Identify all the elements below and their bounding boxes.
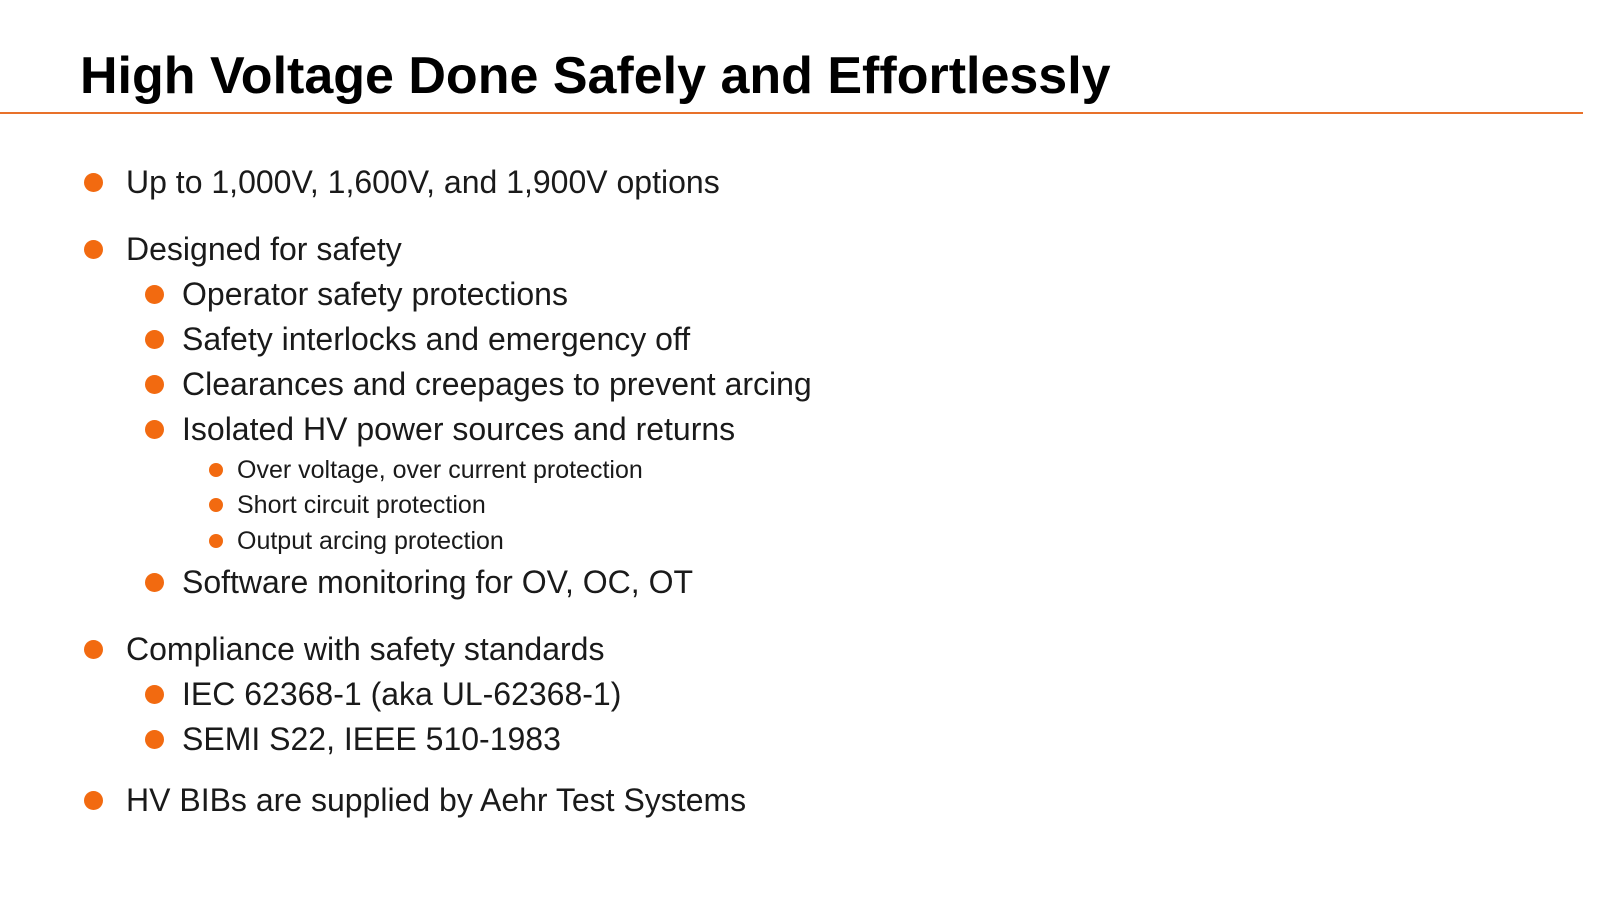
- bullet-text: Up to 1,000V, 1,600V, and 1,900V options: [126, 164, 720, 200]
- bullet-dot-icon: [84, 791, 103, 810]
- bullet-dot-icon: [145, 730, 164, 749]
- bullet-dot-icon: [145, 420, 164, 439]
- sub-bullet-item-isolated-hv: [182, 409, 735, 449]
- bullet-dot-icon: [84, 173, 103, 192]
- slide-title: High Voltage Done Safely and Effortlessly: [80, 47, 1111, 105]
- bullet-dot-icon: [209, 498, 223, 512]
- bullet-text: Clearances and creepages to prevent arcing: [182, 366, 812, 402]
- bullet-dot-icon: [209, 534, 223, 548]
- bullet-dot-icon: [84, 640, 103, 659]
- bullet-dot-icon: [145, 685, 164, 704]
- bullet-text: SEMI S22, IEEE 510-1983: [182, 721, 561, 757]
- bullet-text: HV BIBs are supplied by Aehr Test Systems: [126, 782, 747, 818]
- bullet-text: Operator safety protections: [182, 276, 568, 312]
- title-divider: [0, 112, 1583, 114]
- sub-bullet-item-clearances: [182, 364, 812, 404]
- bullet-dot-icon: [209, 463, 223, 477]
- bullet-dot-icon: [145, 330, 164, 349]
- sub-bullet-item-semi-s22: [182, 719, 561, 759]
- bullet-dot-icon: [145, 285, 164, 304]
- bullet-text: Over voltage, over current protection: [237, 456, 643, 484]
- bullet-item-hv-bibs: [126, 780, 746, 820]
- sub-bullet-item-software-monitoring: [182, 562, 693, 602]
- sub-sub-bullet-item-short-circuit: [237, 489, 486, 521]
- bullet-text: Software monitoring for OV, OC, OT: [182, 564, 693, 600]
- sub-bullet-item-operator-safety: [182, 274, 568, 314]
- sub-bullet-item-interlocks: [182, 319, 690, 359]
- sub-sub-bullet-item-ov-oc: [237, 454, 643, 486]
- bullet-text: IEC 62368-1 (aka UL-62368-1): [182, 676, 622, 712]
- bullet-text: Designed for safety: [126, 231, 402, 267]
- bullet-dot-icon: [145, 573, 164, 592]
- bullet-item-compliance: [126, 629, 604, 669]
- bullet-text: Compliance with safety standards: [126, 631, 605, 667]
- sub-bullet-item-iec-62368: [182, 674, 621, 714]
- bullet-text: Isolated HV power sources and returns: [182, 411, 736, 447]
- bullet-text: Safety interlocks and emergency off: [182, 321, 691, 357]
- bullet-item-voltage-options: [126, 162, 720, 202]
- sub-sub-bullet-item-output-arcing: [237, 525, 504, 557]
- bullet-dot-icon: [145, 375, 164, 394]
- bullet-dot-icon: [84, 240, 103, 259]
- bullet-text: Output arcing protection: [237, 527, 504, 555]
- bullet-item-designed-for-safety: [126, 229, 402, 269]
- bullet-text: Short circuit protection: [237, 491, 486, 519]
